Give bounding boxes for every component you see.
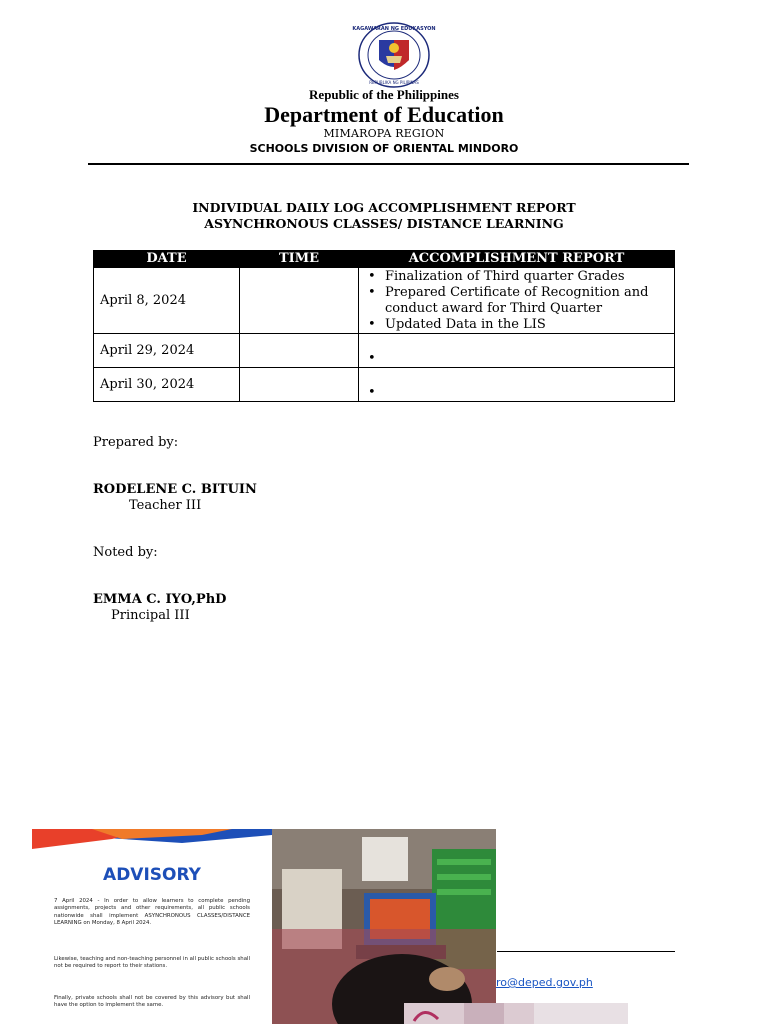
signature-rule [497, 951, 675, 952]
region-heading: MIMAROPA REGION [323, 127, 445, 140]
prepared-by-name: RODELENE C. BITUIN [93, 482, 257, 497]
deped-seal-logo [352, 22, 436, 88]
date-cell: April 8, 2024 [94, 268, 240, 334]
time-cell [240, 368, 359, 402]
list-item: • Finalization of Third quarter Grades [365, 269, 668, 285]
advisory-title: ADVISORY [103, 865, 201, 885]
advisory-paragraph-3: Finally, private schools shall not be covered by this advisory but shall have the option to implement the same. [54, 995, 250, 1009]
time-cell [240, 334, 359, 368]
division-heading: SCHOOLS DIVISION OF ORIENTAL MINDORO [249, 142, 519, 155]
prepared-by-title: Teacher III [129, 498, 202, 513]
list-item: • Updated Data in the LIS [365, 317, 668, 333]
date-cell: April 29, 2024 [94, 334, 240, 368]
report-subtitle: ASYNCHRONOUS CLASSES/ DISTANCE LEARNING [204, 216, 564, 231]
table-row [94, 268, 675, 334]
advisory-paragraph-1: 7 April 2024 - In order to allow learners to complete pending assignments, projects and other requirements, all public schools nationwide shall implement ASYNCHRONOUS CLASSES/DISTANCE LEARNING on Monday, 8 April 2024. [54, 898, 250, 926]
time-cell [240, 268, 359, 334]
classroom-photo [272, 829, 496, 1024]
accomplishment-table [93, 250, 675, 402]
accomplishment-cell [359, 368, 675, 402]
advisory-banner-graphic [32, 829, 272, 853]
advisory-paragraph-2: Likewise, teaching and non-teaching personnel in all public schools shall not be required to report to their stations. [54, 956, 250, 970]
attachment-thumbnail [404, 1003, 628, 1024]
noted-by-label: Noted by: [93, 545, 158, 560]
column-header-time: TIME [240, 251, 359, 268]
attachment-images [32, 829, 496, 1024]
accomplishment-cell [359, 334, 675, 368]
noted-by-name: EMMA C. IYO,PhD [93, 592, 227, 607]
date-cell: April 30, 2024 [94, 368, 240, 402]
svg-text:KAGAWARAN NG EDUKASYON: KAGAWARAN NG EDUKASYON [352, 26, 436, 32]
accomplishment-list [365, 269, 668, 333]
republic-heading: Republic of the Philippines [309, 87, 459, 102]
svg-text:REPUBLIKA NG PILIPINAS: REPUBLIKA NG PILIPINAS [369, 80, 419, 85]
email-link[interactable]: ro@deped.gov.ph [496, 976, 593, 989]
prepared-by-label: Prepared by: [93, 435, 179, 450]
department-heading: Department of Education [264, 102, 504, 127]
column-header-date: DATE [94, 251, 240, 268]
header-divider [88, 163, 689, 165]
accomplishment-cell [359, 268, 675, 334]
table-header-row [94, 251, 675, 268]
report-title: INDIVIDUAL DAILY LOG ACCOMPLISHMENT REPORT [192, 200, 576, 215]
table-row [94, 368, 675, 402]
noted-by-title: Principal III [111, 608, 190, 623]
column-header-accomplishment: ACCOMPLISHMENT REPORT [359, 251, 675, 268]
table-row [94, 334, 675, 368]
list-item: • Prepared Certificate of Recognition and conduct award for Third Quarter [365, 285, 668, 317]
advisory-image [32, 829, 272, 1024]
